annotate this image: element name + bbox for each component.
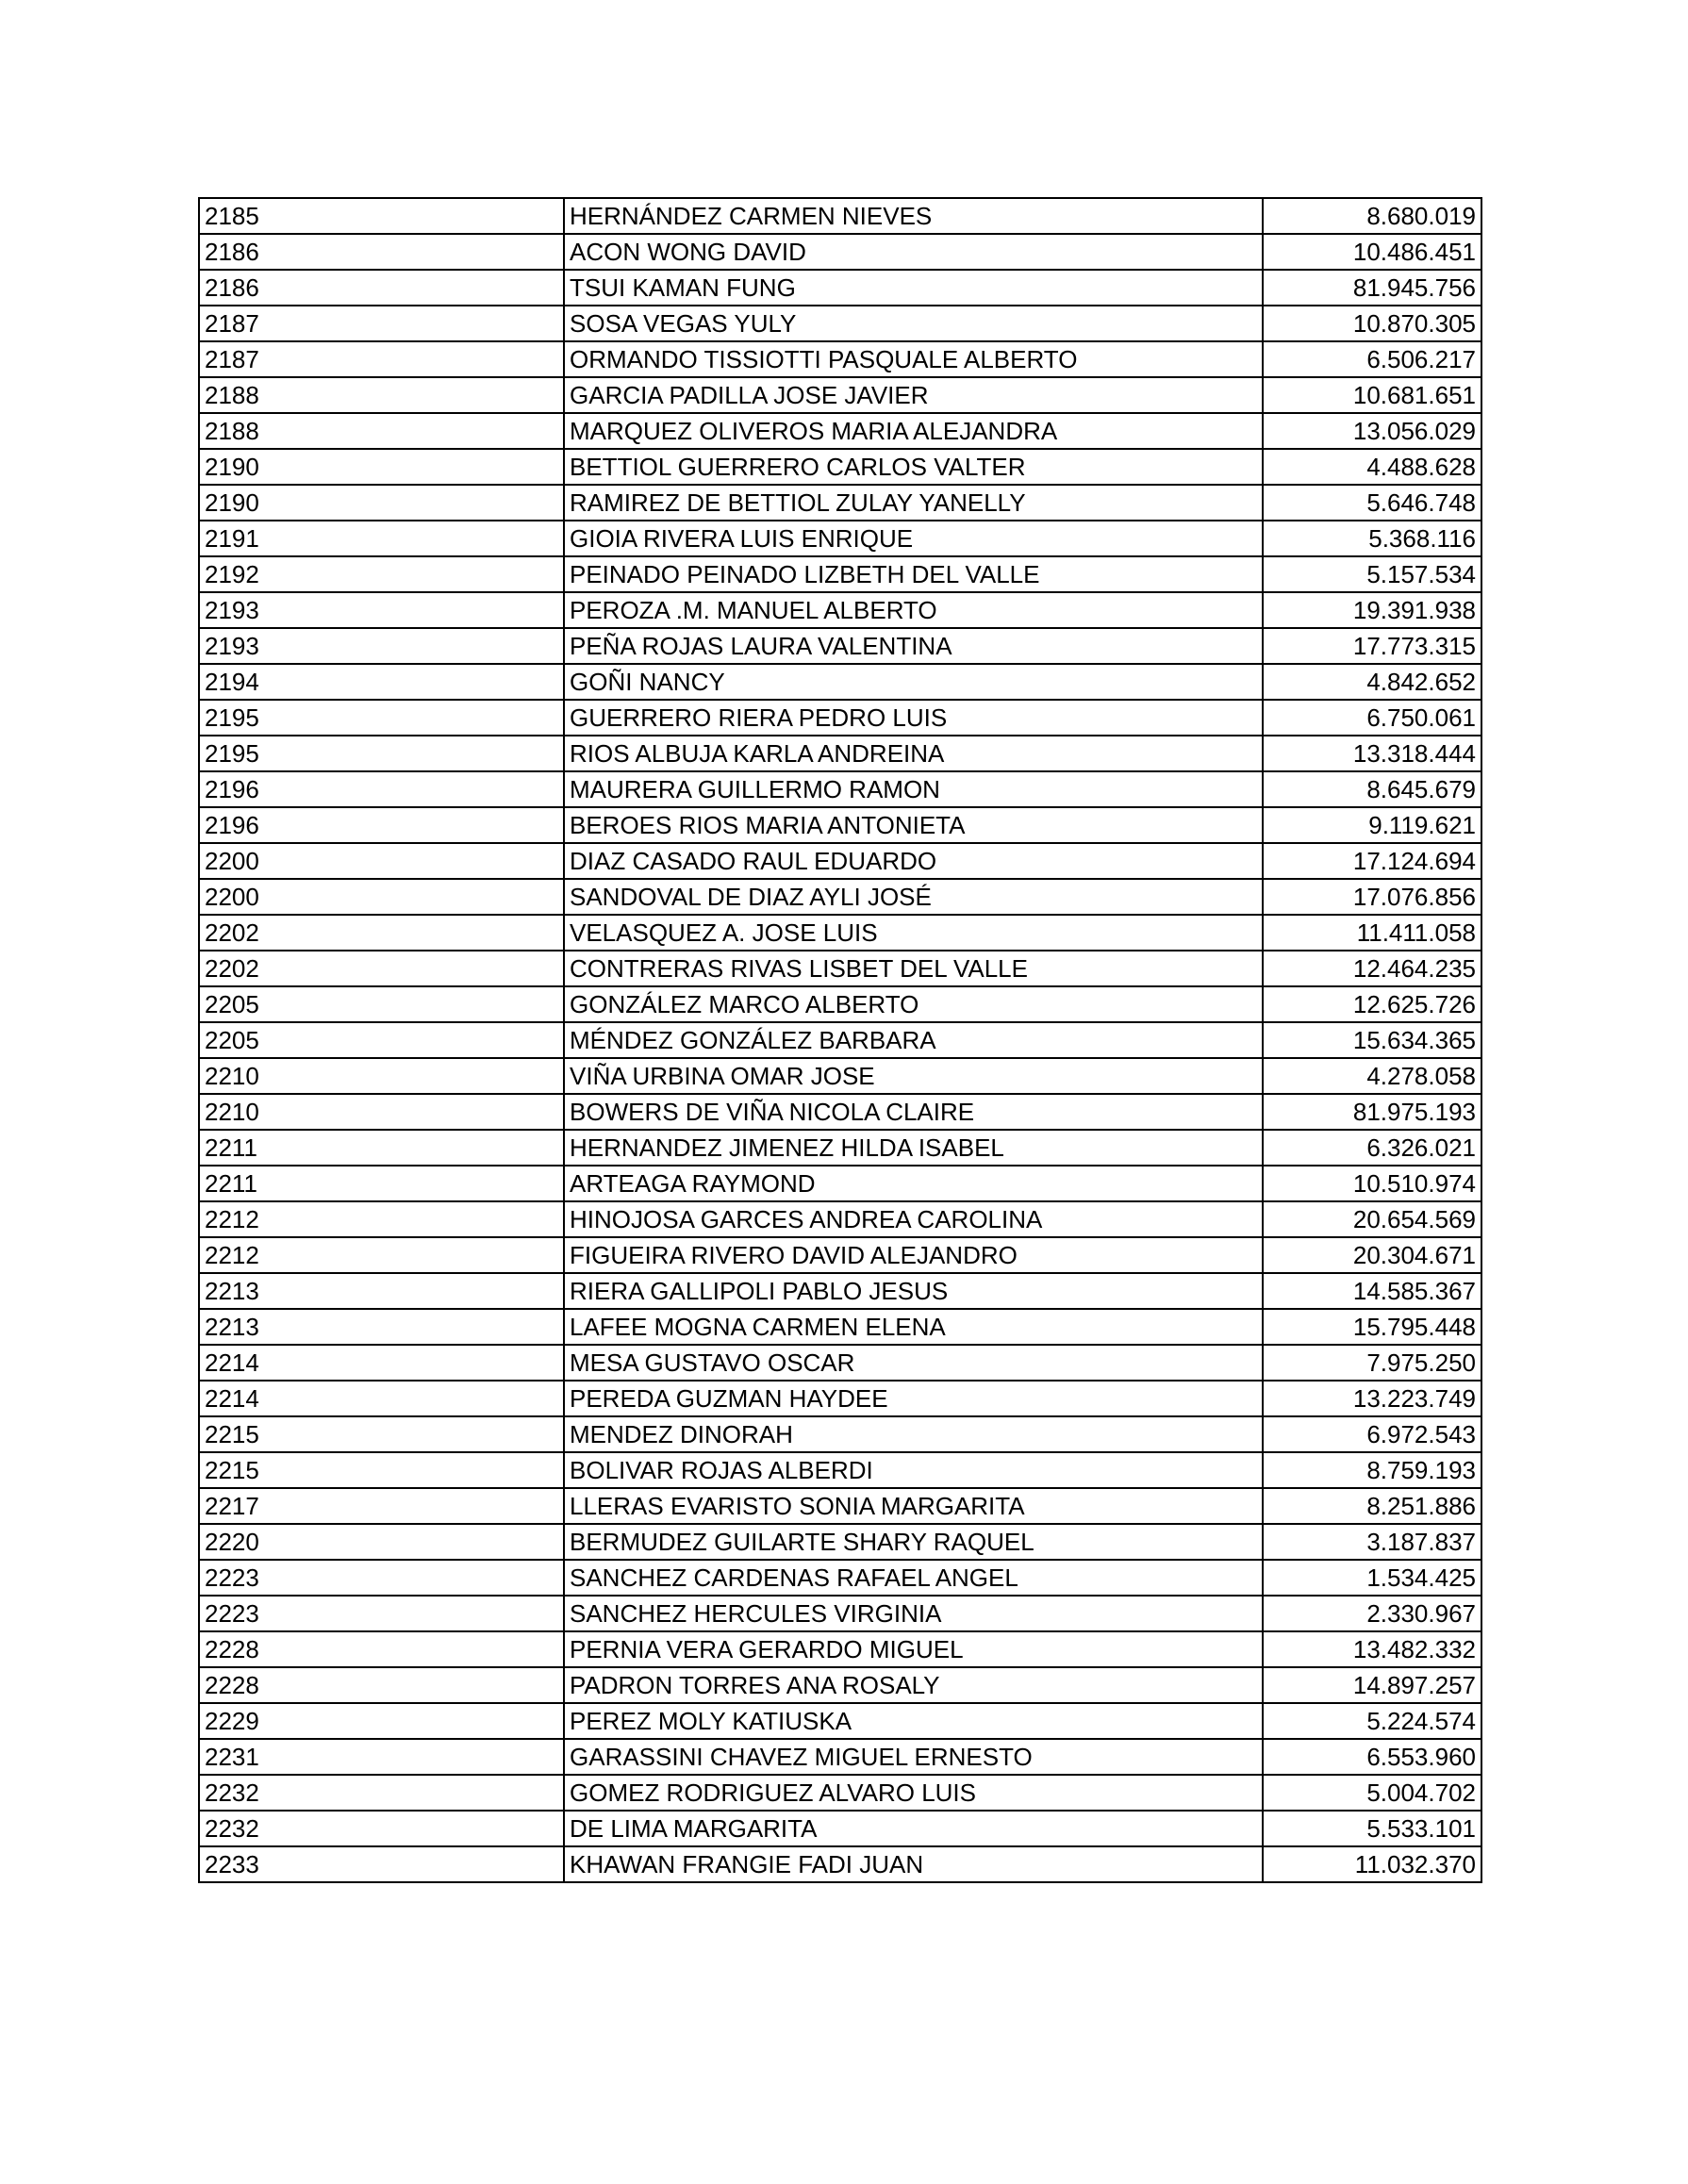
table-row [199, 1739, 1481, 1775]
amount-cell: 3.187.837 [1263, 1524, 1481, 1560]
table-row [199, 1416, 1481, 1452]
member-name-cell: ACON WONG DAVID [564, 234, 1263, 270]
member-name-cell: VELASQUEZ A. JOSE LUIS [564, 915, 1263, 951]
amount-cell: 15.634.365 [1263, 1022, 1481, 1058]
row-number-cell: 2188 [199, 413, 564, 449]
amount-cell: 4.278.058 [1263, 1058, 1481, 1094]
amount-cell: 8.680.019 [1263, 198, 1481, 234]
row-number-cell: 2196 [199, 807, 564, 843]
amount-cell: 10.681.651 [1263, 377, 1481, 413]
member-name-cell: SOSA VEGAS YULY [564, 306, 1263, 341]
row-number-cell: 2196 [199, 771, 564, 807]
member-name-cell: MESA GUSTAVO OSCAR [564, 1345, 1263, 1381]
table-row [199, 915, 1481, 951]
table-row [199, 807, 1481, 843]
row-number-cell: 2215 [199, 1452, 564, 1488]
amount-cell: 7.975.250 [1263, 1345, 1481, 1381]
document-table-container [198, 197, 1481, 1883]
table-row [199, 1560, 1481, 1596]
row-number-cell: 2195 [199, 736, 564, 771]
amount-cell: 5.004.702 [1263, 1775, 1481, 1811]
amount-cell: 12.464.235 [1263, 951, 1481, 986]
member-name-cell: PADRON TORRES ANA ROSALY [564, 1667, 1263, 1703]
row-number-cell: 2223 [199, 1596, 564, 1631]
amount-cell: 8.759.193 [1263, 1452, 1481, 1488]
member-name-cell: GONZÁLEZ MARCO ALBERTO [564, 986, 1263, 1022]
member-name-cell: RIOS ALBUJA KARLA ANDREINA [564, 736, 1263, 771]
amount-cell: 11.411.058 [1263, 915, 1481, 951]
amount-cell: 4.842.652 [1263, 664, 1481, 700]
row-number-cell: 2211 [199, 1130, 564, 1166]
row-number-cell: 2229 [199, 1703, 564, 1739]
row-number-cell: 2205 [199, 1022, 564, 1058]
row-number-cell: 2210 [199, 1094, 564, 1130]
amount-cell: 14.897.257 [1263, 1667, 1481, 1703]
row-number-cell: 2228 [199, 1631, 564, 1667]
table-row [199, 951, 1481, 986]
table-row [199, 664, 1481, 700]
amount-cell: 13.223.749 [1263, 1381, 1481, 1416]
member-name-cell: GIOIA RIVERA LUIS ENRIQUE [564, 521, 1263, 556]
row-number-cell: 2213 [199, 1309, 564, 1345]
table-row [199, 556, 1481, 592]
amount-cell: 13.482.332 [1263, 1631, 1481, 1667]
amount-cell: 14.585.367 [1263, 1273, 1481, 1309]
table-row [199, 1811, 1481, 1846]
table-row [199, 1703, 1481, 1739]
row-number-cell: 2232 [199, 1811, 564, 1846]
table-row [199, 1237, 1481, 1273]
row-number-cell: 2188 [199, 377, 564, 413]
table-row [199, 485, 1481, 521]
table-row [199, 306, 1481, 341]
members-table [198, 197, 1482, 1883]
table-row [199, 843, 1481, 879]
member-name-cell: PERNIA VERA GERARDO MIGUEL [564, 1631, 1263, 1667]
row-number-cell: 2195 [199, 700, 564, 736]
row-number-cell: 2215 [199, 1416, 564, 1452]
amount-cell: 13.056.029 [1263, 413, 1481, 449]
member-name-cell: SANCHEZ CARDENAS RAFAEL ANGEL [564, 1560, 1263, 1596]
member-name-cell: PEREZ MOLY KATIUSKA [564, 1703, 1263, 1739]
table-row [199, 234, 1481, 270]
amount-cell: 13.318.444 [1263, 736, 1481, 771]
table-body [199, 198, 1481, 1882]
member-name-cell: GOÑI NANCY [564, 664, 1263, 700]
member-name-cell: HERNÁNDEZ CARMEN NIEVES [564, 198, 1263, 234]
member-name-cell: VIÑA URBINA OMAR JOSE [564, 1058, 1263, 1094]
member-name-cell: RAMIREZ DE BETTIOL ZULAY YANELLY [564, 485, 1263, 521]
amount-cell: 6.750.061 [1263, 700, 1481, 736]
member-name-cell: GARCIA PADILLA JOSE JAVIER [564, 377, 1263, 413]
table-row [199, 700, 1481, 736]
row-number-cell: 2200 [199, 843, 564, 879]
member-name-cell: BEROES RIOS MARIA ANTONIETA [564, 807, 1263, 843]
member-name-cell: TSUI KAMAN FUNG [564, 270, 1263, 306]
table-row [199, 1775, 1481, 1811]
member-name-cell: PEINADO PEINADO LIZBETH DEL VALLE [564, 556, 1263, 592]
table-row [199, 736, 1481, 771]
member-name-cell: PEÑA ROJAS LAURA VALENTINA [564, 628, 1263, 664]
row-number-cell: 2228 [199, 1667, 564, 1703]
amount-cell: 81.975.193 [1263, 1094, 1481, 1130]
row-number-cell: 2194 [199, 664, 564, 700]
row-number-cell: 2193 [199, 592, 564, 628]
member-name-cell: CONTRERAS RIVAS LISBET DEL VALLE [564, 951, 1263, 986]
table-row [199, 1345, 1481, 1381]
member-name-cell: GOMEZ RODRIGUEZ ALVARO LUIS [564, 1775, 1263, 1811]
table-row [199, 1130, 1481, 1166]
amount-cell: 5.533.101 [1263, 1811, 1481, 1846]
amount-cell: 6.326.021 [1263, 1130, 1481, 1166]
table-row [199, 1309, 1481, 1345]
member-name-cell: BERMUDEZ GUILARTE SHARY RAQUEL [564, 1524, 1263, 1560]
table-row [199, 1488, 1481, 1524]
table-row [199, 1273, 1481, 1309]
member-name-cell: MÉNDEZ GONZÁLEZ BARBARA [564, 1022, 1263, 1058]
table-row [199, 449, 1481, 485]
amount-cell: 19.391.938 [1263, 592, 1481, 628]
row-number-cell: 2211 [199, 1166, 564, 1201]
member-name-cell: LLERAS EVARISTO SONIA MARGARITA [564, 1488, 1263, 1524]
row-number-cell: 2213 [199, 1273, 564, 1309]
member-name-cell: GUERRERO RIERA PEDRO LUIS [564, 700, 1263, 736]
amount-cell: 17.773.315 [1263, 628, 1481, 664]
amount-cell: 6.506.217 [1263, 341, 1481, 377]
amount-cell: 11.032.370 [1263, 1846, 1481, 1882]
table-row [199, 198, 1481, 234]
amount-cell: 6.972.543 [1263, 1416, 1481, 1452]
member-name-cell: BOWERS DE VIÑA NICOLA CLAIRE [564, 1094, 1263, 1130]
amount-cell: 2.330.967 [1263, 1596, 1481, 1631]
table-row [199, 592, 1481, 628]
amount-cell: 8.251.886 [1263, 1488, 1481, 1524]
member-name-cell: GARASSINI CHAVEZ MIGUEL ERNESTO [564, 1739, 1263, 1775]
amount-cell: 5.224.574 [1263, 1703, 1481, 1739]
table-row [199, 879, 1481, 915]
row-number-cell: 2212 [199, 1237, 564, 1273]
member-name-cell: SANCHEZ HERCULES VIRGINIA [564, 1596, 1263, 1631]
amount-cell: 5.646.748 [1263, 485, 1481, 521]
member-name-cell: FIGUEIRA RIVERO DAVID ALEJANDRO [564, 1237, 1263, 1273]
member-name-cell: MAURERA GUILLERMO RAMON [564, 771, 1263, 807]
table-row [199, 628, 1481, 664]
table-row [199, 521, 1481, 556]
row-number-cell: 2210 [199, 1058, 564, 1094]
row-number-cell: 2223 [199, 1560, 564, 1596]
amount-cell: 20.304.671 [1263, 1237, 1481, 1273]
member-name-cell: DE LIMA MARGARITA [564, 1811, 1263, 1846]
row-number-cell: 2193 [199, 628, 564, 664]
amount-cell: 5.157.534 [1263, 556, 1481, 592]
row-number-cell: 2191 [199, 521, 564, 556]
amount-cell: 10.486.451 [1263, 234, 1481, 270]
member-name-cell: HERNANDEZ JIMENEZ HILDA ISABEL [564, 1130, 1263, 1166]
row-number-cell: 2186 [199, 234, 564, 270]
table-row [199, 341, 1481, 377]
amount-cell: 8.645.679 [1263, 771, 1481, 807]
table-row [199, 1667, 1481, 1703]
amount-cell: 4.488.628 [1263, 449, 1481, 485]
member-name-cell: KHAWAN FRANGIE FADI JUAN [564, 1846, 1263, 1882]
amount-cell: 12.625.726 [1263, 986, 1481, 1022]
member-name-cell: BOLIVAR ROJAS ALBERDI [564, 1452, 1263, 1488]
row-number-cell: 2233 [199, 1846, 564, 1882]
row-number-cell: 2187 [199, 306, 564, 341]
amount-cell: 17.076.856 [1263, 879, 1481, 915]
table-row [199, 1452, 1481, 1488]
row-number-cell: 2220 [199, 1524, 564, 1560]
amount-cell: 81.945.756 [1263, 270, 1481, 306]
row-number-cell: 2200 [199, 879, 564, 915]
member-name-cell: HINOJOSA GARCES ANDREA CAROLINA [564, 1201, 1263, 1237]
row-number-cell: 2192 [199, 556, 564, 592]
member-name-cell: PEROZA .M. MANUEL ALBERTO [564, 592, 1263, 628]
row-number-cell: 2187 [199, 341, 564, 377]
member-name-cell: BETTIOL GUERRERO CARLOS VALTER [564, 449, 1263, 485]
amount-cell: 5.368.116 [1263, 521, 1481, 556]
row-number-cell: 2205 [199, 986, 564, 1022]
table-row [199, 1166, 1481, 1201]
row-number-cell: 2202 [199, 951, 564, 986]
member-name-cell: RIERA GALLIPOLI PABLO JESUS [564, 1273, 1263, 1309]
table-row [199, 1596, 1481, 1631]
member-name-cell: SANDOVAL DE DIAZ AYLI JOSÉ [564, 879, 1263, 915]
row-number-cell: 2190 [199, 449, 564, 485]
table-row [199, 270, 1481, 306]
table-row [199, 1094, 1481, 1130]
member-name-cell: ORMANDO TISSIOTTI PASQUALE ALBERTO [564, 341, 1263, 377]
member-name-cell: LAFEE MOGNA CARMEN ELENA [564, 1309, 1263, 1345]
table-row [199, 413, 1481, 449]
table-row [199, 1524, 1481, 1560]
row-number-cell: 2185 [199, 198, 564, 234]
table-row [199, 1058, 1481, 1094]
row-number-cell: 2217 [199, 1488, 564, 1524]
table-row [199, 1846, 1481, 1882]
row-number-cell: 2186 [199, 270, 564, 306]
table-row [199, 1201, 1481, 1237]
amount-cell: 20.654.569 [1263, 1201, 1481, 1237]
row-number-cell: 2190 [199, 485, 564, 521]
amount-cell: 1.534.425 [1263, 1560, 1481, 1596]
table-row [199, 986, 1481, 1022]
member-name-cell: MARQUEZ OLIVEROS MARIA ALEJANDRA [564, 413, 1263, 449]
amount-cell: 15.795.448 [1263, 1309, 1481, 1345]
table-row [199, 1022, 1481, 1058]
amount-cell: 6.553.960 [1263, 1739, 1481, 1775]
row-number-cell: 2231 [199, 1739, 564, 1775]
row-number-cell: 2212 [199, 1201, 564, 1237]
row-number-cell: 2214 [199, 1345, 564, 1381]
row-number-cell: 2202 [199, 915, 564, 951]
member-name-cell: DIAZ CASADO RAUL EDUARDO [564, 843, 1263, 879]
table-row [199, 377, 1481, 413]
row-number-cell: 2214 [199, 1381, 564, 1416]
amount-cell: 9.119.621 [1263, 807, 1481, 843]
amount-cell: 10.870.305 [1263, 306, 1481, 341]
table-row [199, 771, 1481, 807]
member-name-cell: ARTEAGA RAYMOND [564, 1166, 1263, 1201]
member-name-cell: MENDEZ DINORAH [564, 1416, 1263, 1452]
table-row [199, 1381, 1481, 1416]
amount-cell: 10.510.974 [1263, 1166, 1481, 1201]
member-name-cell: PEREDA GUZMAN HAYDEE [564, 1381, 1263, 1416]
row-number-cell: 2232 [199, 1775, 564, 1811]
amount-cell: 17.124.694 [1263, 843, 1481, 879]
table-row [199, 1631, 1481, 1667]
